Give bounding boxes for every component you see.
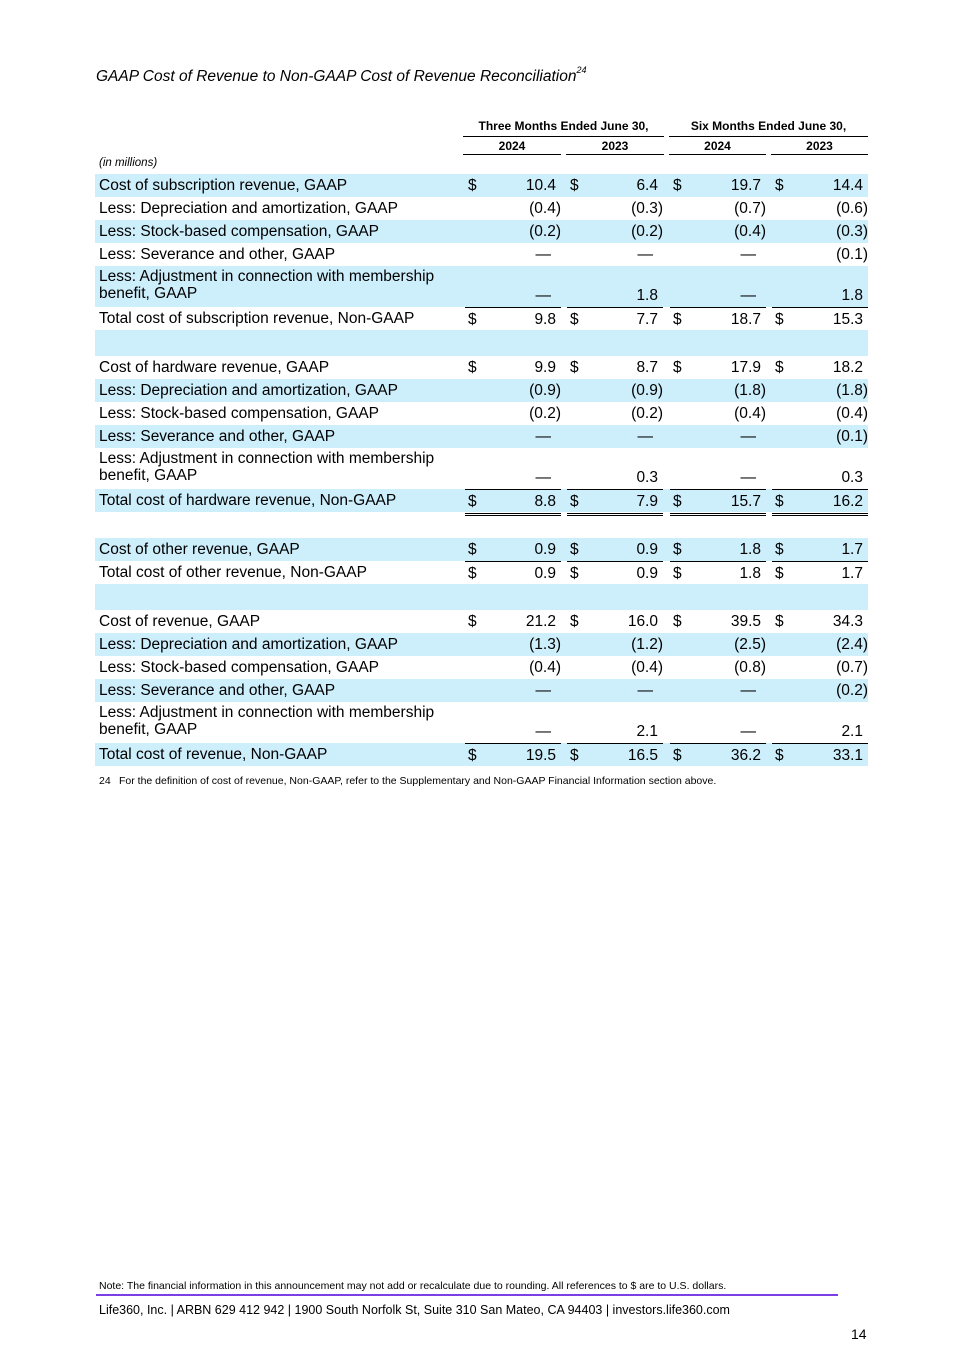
value-cell: [567, 402, 663, 425]
currency-symbol: $: [673, 177, 682, 194]
cell-value: —: [535, 469, 551, 486]
value-cell: [567, 702, 663, 743]
value-cell: [772, 448, 868, 489]
cell-value: —: [637, 682, 653, 699]
cell-value: 8.8: [534, 493, 556, 510]
table-row: [95, 379, 868, 402]
cell-value: (0.3): [836, 223, 868, 240]
value-cell: [670, 633, 766, 656]
currency-symbol: $: [673, 311, 682, 328]
value-cell: [567, 379, 663, 402]
value-cell: [772, 425, 868, 448]
cell-value: 7.9: [636, 493, 658, 510]
row-label: Less: Adjustment in connection with membership benefit, GAAP: [99, 450, 435, 484]
table-row: [95, 266, 868, 307]
currency-symbol: $: [570, 311, 579, 328]
value-cell: [670, 743, 766, 767]
cell-value: 10.4: [525, 177, 556, 194]
cell-value: (1.8): [836, 382, 868, 399]
value-cell: [772, 197, 868, 220]
currency-symbol: $: [570, 177, 579, 194]
table-row: [95, 656, 868, 679]
cell-value: 0.3: [636, 469, 658, 486]
cell-value: 9.8: [534, 311, 556, 328]
value-cell: [567, 656, 663, 679]
table-row: [95, 220, 868, 243]
row-label: Total cost of subscription revenue, Non-GAAP: [99, 310, 415, 327]
cell-value: 9.9: [534, 359, 556, 376]
company-address: Life360, Inc. | ARBN 629 412 942 | 1900 South Norfolk St, Suite 310 San Mateo, CA 94403 | investors.life360.com: [99, 1303, 730, 1317]
value-cell: [670, 220, 766, 243]
currency-symbol: $: [775, 493, 784, 510]
currency-symbol: $: [775, 177, 784, 194]
cell-value: (0.2): [631, 405, 663, 422]
value-cell: [670, 610, 766, 633]
cell-value: —: [740, 287, 756, 304]
cell-value: 1.8: [739, 541, 761, 558]
currency-symbol: $: [570, 541, 579, 558]
cell-value: 19.5: [525, 747, 556, 764]
currency-symbol: $: [775, 359, 784, 376]
currency-symbol: $: [775, 565, 784, 582]
table-row: [95, 243, 868, 266]
currency-symbol: $: [775, 613, 784, 630]
currency-symbol: $: [570, 359, 579, 376]
table-row: [95, 356, 868, 379]
spacer-row: [95, 584, 868, 610]
cell-value: (0.7): [836, 659, 868, 676]
cell-value: 33.1: [832, 747, 863, 764]
row-label: Less: Stock-based compensation, GAAP: [99, 405, 380, 422]
cell-value: 1.7: [841, 541, 863, 558]
cell-value: 0.3: [841, 469, 863, 486]
cell-value: 6.4: [636, 177, 658, 194]
header-year: 2023: [771, 139, 868, 155]
currency-symbol: $: [468, 493, 477, 510]
unit-label: (in millions): [99, 157, 158, 169]
row-label: Cost of revenue, GAAP: [99, 613, 261, 630]
value-cell: [465, 356, 561, 379]
value-cell: [465, 243, 561, 266]
cell-value: 18.2: [832, 359, 863, 376]
cell-value: 1.8: [739, 565, 761, 582]
cell-value: (0.2): [529, 223, 561, 240]
table-row: [95, 538, 868, 561]
currency-symbol: $: [673, 565, 682, 582]
row-label: Total cost of revenue, Non-GAAP: [99, 746, 328, 763]
currency-symbol: $: [570, 613, 579, 630]
cell-value: 1.8: [841, 287, 863, 304]
currency-symbol: $: [468, 177, 477, 194]
cell-value: (2.5): [734, 636, 766, 653]
value-cell: [772, 379, 868, 402]
cell-value: (0.2): [631, 223, 663, 240]
cell-value: (0.4): [529, 200, 561, 217]
value-cell: [567, 197, 663, 220]
table-row: [95, 425, 868, 448]
value-cell: [670, 656, 766, 679]
cell-value: 16.0: [627, 613, 658, 630]
footer-rule: [96, 1294, 838, 1296]
value-cell: [772, 356, 868, 379]
value-cell: [670, 174, 766, 197]
table-row: [95, 702, 868, 743]
cell-value: 1.8: [636, 287, 658, 304]
value-cell: [670, 197, 766, 220]
cell-value: —: [535, 428, 551, 445]
currency-symbol: $: [468, 359, 477, 376]
cell-value: —: [535, 246, 551, 263]
cell-value: (0.4): [734, 405, 766, 422]
value-cell: [670, 425, 766, 448]
currency-symbol: $: [775, 747, 784, 764]
cell-value: (0.4): [734, 223, 766, 240]
cell-value: 1.7: [841, 565, 863, 582]
cell-value: 39.5: [730, 613, 761, 630]
cell-value: (1.2): [631, 636, 663, 653]
spacer-row: [95, 330, 868, 356]
value-cell: [567, 220, 663, 243]
value-cell: [567, 679, 663, 702]
table-row: [95, 633, 868, 656]
value-cell: [465, 656, 561, 679]
row-label: Less: Adjustment in connection with membership benefit, GAAP: [99, 704, 435, 738]
value-cell: [670, 356, 766, 379]
value-cell: [772, 656, 868, 679]
cell-value: 15.7: [730, 493, 761, 510]
value-cell: [567, 243, 663, 266]
cell-value: 8.7: [636, 359, 658, 376]
currency-symbol: $: [570, 493, 579, 510]
cell-value: —: [637, 246, 653, 263]
value-cell: [772, 174, 868, 197]
row-label: Less: Severance and other, GAAP: [99, 428, 336, 445]
cell-value: 36.2: [730, 747, 761, 764]
cell-value: —: [740, 469, 756, 486]
value-cell: [772, 679, 868, 702]
cell-value: 0.9: [534, 541, 556, 558]
value-cell: [567, 356, 663, 379]
currency-symbol: $: [468, 541, 477, 558]
value-cell: [670, 702, 766, 743]
cell-value: —: [740, 682, 756, 699]
table-row: [95, 307, 868, 330]
value-cell: [465, 448, 561, 489]
cell-value: (0.1): [836, 246, 868, 263]
value-cell: [567, 174, 663, 197]
cell-value: (2.4): [836, 636, 868, 653]
currency-symbol: $: [673, 359, 682, 376]
row-label: Less: Severance and other, GAAP: [99, 246, 336, 263]
value-cell: [567, 743, 663, 767]
row-label: Cost of subscription revenue, GAAP: [99, 177, 348, 194]
cell-value: 0.9: [636, 565, 658, 582]
cell-value: 0.9: [636, 541, 658, 558]
row-label: Cost of other revenue, GAAP: [99, 541, 300, 558]
value-cell: [772, 538, 868, 561]
value-cell: [567, 633, 663, 656]
currency-symbol: $: [673, 541, 682, 558]
cell-value: —: [740, 428, 756, 445]
table-row: [95, 174, 868, 197]
currency-symbol: $: [468, 565, 477, 582]
value-cell: [670, 402, 766, 425]
header-year: 2023: [566, 139, 664, 155]
currency-symbol: $: [673, 613, 682, 630]
value-cell: [465, 379, 561, 402]
value-cell: [567, 266, 663, 307]
cell-value: —: [535, 682, 551, 699]
row-label: Less: Depreciation and amortization, GAAP: [99, 636, 398, 653]
cell-value: —: [535, 287, 551, 304]
value-cell: [670, 379, 766, 402]
value-cell: [465, 220, 561, 243]
value-cell: [772, 610, 868, 633]
value-cell: [465, 743, 561, 767]
row-label: Total cost of hardware revenue, Non-GAAP: [99, 492, 397, 509]
cell-value: 2.1: [636, 723, 658, 740]
cell-value: 18.7: [730, 311, 761, 328]
value-cell: [670, 448, 766, 489]
title-footnote-ref: 24: [576, 65, 587, 75]
row-label: Less: Stock-based compensation, GAAP: [99, 659, 380, 676]
currency-symbol: $: [570, 747, 579, 764]
cell-value: —: [740, 723, 756, 740]
value-cell: [772, 307, 868, 331]
header-year: 2024: [463, 139, 561, 155]
rounding-note: Note: The financial information in this announcement may not add or recalculate due to rounding. All references to $ are to U.S. dollars.: [99, 1280, 727, 1292]
footnote-number: 24: [99, 775, 111, 787]
cell-value: (0.4): [631, 659, 663, 676]
cell-value: (0.4): [836, 405, 868, 422]
value-cell: [465, 174, 561, 197]
value-cell: [567, 610, 663, 633]
currency-symbol: $: [468, 311, 477, 328]
value-cell: [465, 610, 561, 633]
value-cell: [772, 633, 868, 656]
value-cell: [567, 538, 663, 561]
value-cell: [465, 702, 561, 743]
currency-symbol: $: [468, 747, 477, 764]
cell-value: 21.2: [525, 613, 556, 630]
cell-value: 19.7: [730, 177, 761, 194]
cell-value: (0.2): [529, 405, 561, 422]
header-six-months: Six Months Ended June 30,: [669, 119, 868, 137]
row-label: Less: Stock-based compensation, GAAP: [99, 223, 380, 240]
table-row: [95, 489, 868, 512]
value-cell: [465, 197, 561, 220]
cell-value: 16.2: [832, 493, 863, 510]
table-row: [95, 197, 868, 220]
table-row: [95, 679, 868, 702]
value-cell: [465, 538, 561, 561]
header-year: 2024: [669, 139, 766, 155]
table-row: [95, 743, 868, 766]
value-cell: [465, 633, 561, 656]
cell-value: (1.8): [734, 382, 766, 399]
footnote-text: For the definition of cost of revenue, Non-GAAP, refer to the Supplementary and Non-GAAP Financial Information section above.: [119, 775, 717, 787]
row-label: Less: Adjustment in connection with membership benefit, GAAP: [99, 268, 435, 302]
cell-value: 0.9: [534, 565, 556, 582]
value-cell: [567, 307, 663, 331]
cell-value: —: [535, 723, 551, 740]
currency-symbol: $: [775, 541, 784, 558]
row-label: Less: Depreciation and amortization, GAAP: [99, 382, 398, 399]
cell-value: (0.8): [734, 659, 766, 676]
cell-value: 16.5: [627, 747, 658, 764]
value-cell: [567, 448, 663, 489]
currency-symbol: $: [673, 493, 682, 510]
cell-value: 14.4: [832, 177, 863, 194]
value-cell: [772, 402, 868, 425]
cell-value: (0.9): [529, 382, 561, 399]
footnote: [99, 775, 716, 787]
spacer-row: [95, 512, 868, 538]
row-label: Cost of hardware revenue, GAAP: [99, 359, 330, 376]
value-cell: [772, 702, 868, 743]
cell-value: —: [637, 428, 653, 445]
cell-value: (0.7): [734, 200, 766, 217]
table-title: GAAP Cost of Revenue to Non-GAAP Cost of Revenue Reconciliation$^{24}$: [96, 65, 587, 85]
value-cell: [772, 743, 868, 767]
table-row: [95, 610, 868, 633]
value-cell: [670, 679, 766, 702]
cell-value: 2.1: [841, 723, 863, 740]
value-cell: [465, 307, 561, 331]
value-cell: [772, 220, 868, 243]
cell-value: 17.9: [730, 359, 761, 376]
cell-value: (0.6): [836, 200, 868, 217]
cell-value: 15.3: [832, 311, 863, 328]
currency-symbol: $: [570, 565, 579, 582]
cell-value: 7.7: [636, 311, 658, 328]
value-cell: [670, 538, 766, 561]
cell-value: (1.3): [529, 636, 561, 653]
table-row: [95, 402, 868, 425]
currency-symbol: $: [468, 613, 477, 630]
cell-value: (0.2): [836, 682, 868, 699]
row-label: Less: Severance and other, GAAP: [99, 682, 336, 699]
value-cell: [465, 402, 561, 425]
cell-value: (0.1): [836, 428, 868, 445]
value-cell: [670, 266, 766, 307]
table-row: [95, 561, 868, 584]
value-cell: [772, 243, 868, 266]
currency-symbol: $: [775, 311, 784, 328]
value-cell: [465, 425, 561, 448]
cell-value: —: [740, 246, 756, 263]
cell-value: (0.3): [631, 200, 663, 217]
row-label: Less: Depreciation and amortization, GAAP: [99, 200, 398, 217]
currency-symbol: $: [673, 747, 682, 764]
value-cell: [670, 307, 766, 331]
value-cell: [567, 425, 663, 448]
table-row: [95, 448, 868, 489]
cell-value: 34.3: [832, 613, 863, 630]
value-cell: [670, 243, 766, 266]
value-cell: [772, 266, 868, 307]
reconciliation-table: [95, 174, 868, 766]
page-number: 14: [851, 1326, 867, 1342]
cell-value: (0.4): [529, 659, 561, 676]
row-label: Total cost of other revenue, Non-GAAP: [99, 564, 367, 581]
header-three-months: Three Months Ended June 30,: [463, 119, 664, 137]
cell-value: (0.9): [631, 382, 663, 399]
value-cell: [465, 266, 561, 307]
value-cell: [465, 679, 561, 702]
